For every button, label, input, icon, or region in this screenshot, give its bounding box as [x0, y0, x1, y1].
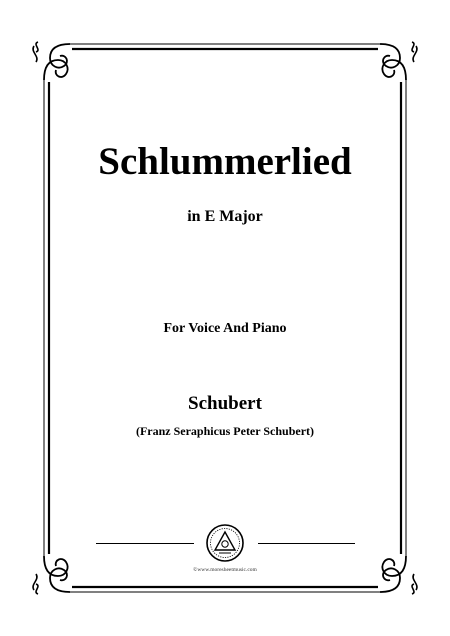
composer-name: Schubert: [188, 393, 262, 414]
key-signature-label: in E Major: [187, 208, 263, 225]
corner-ornament-top-left: [33, 42, 70, 80]
website-credit: ©www.moresheetmusic.com: [193, 567, 257, 573]
corner-ornament-top-right: [380, 42, 417, 80]
instrumentation-label: For Voice And Piano: [163, 321, 287, 336]
publisher-logo-row: [0, 520, 450, 566]
publisher-seal-icon: [205, 523, 245, 563]
divider-left: [96, 543, 194, 544]
score-title: Schlummerlied: [98, 140, 352, 183]
divider-right: [258, 543, 355, 544]
composer-full-name: (Franz Seraphicus Peter Schubert): [135, 424, 315, 438]
